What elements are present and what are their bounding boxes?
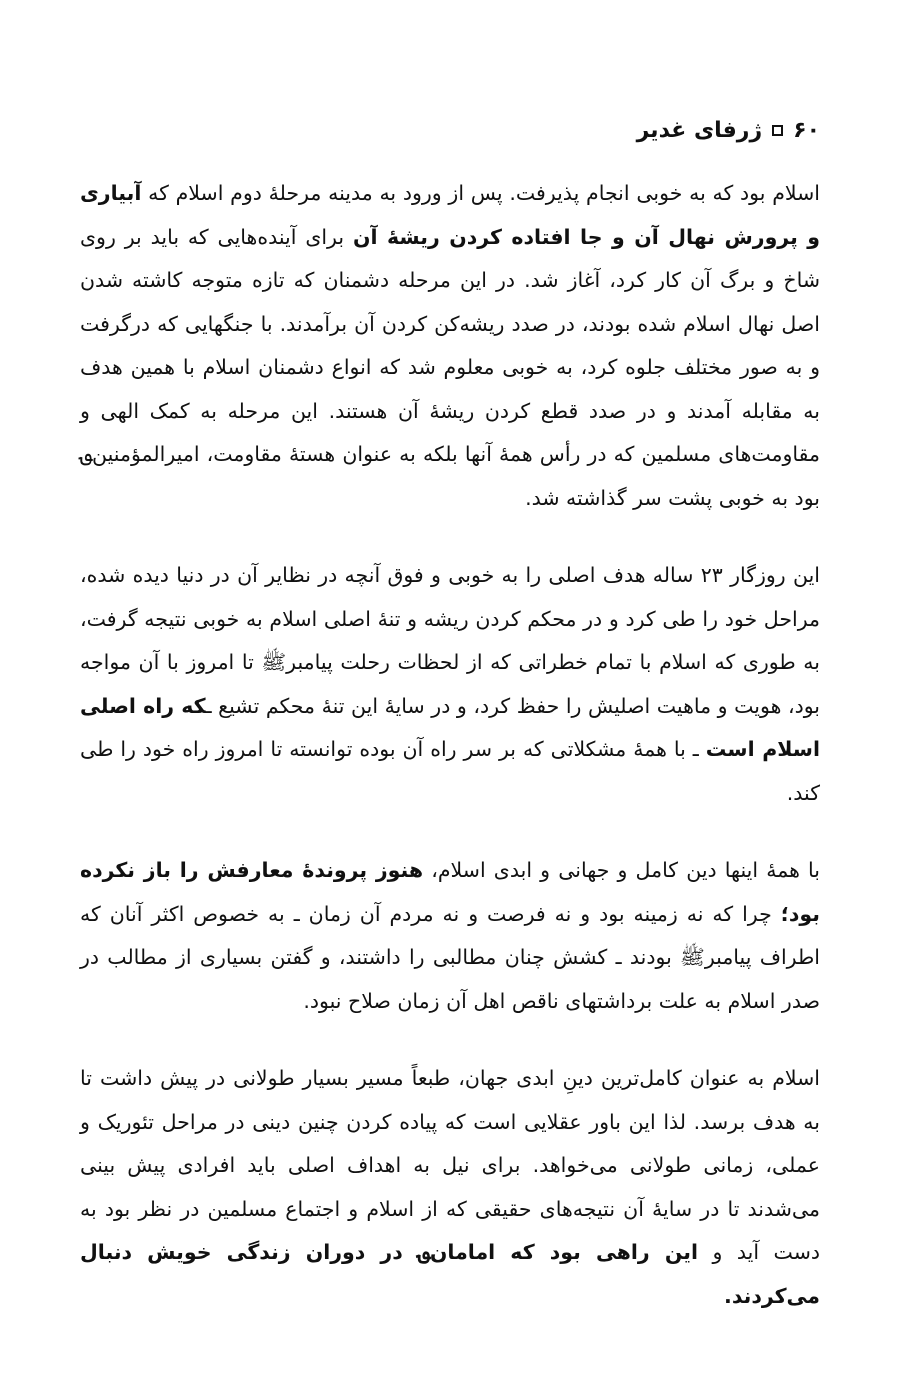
text-segment: این روزگار ۲۳ ساله هدف اصلی را به خوبی و فوق آنچه در نظایر آن در دنیا دیده شده، مراحل خود را طی کرد و در محکم کردن ریشه و تنهٔ اصلی اسلام به خوبی نتیجه گرفت، به طوری که اسلام با تمام خطراتی که از لحظات رحلت پیامبرﷺ تا امروز با آن مواجه بود، هویت و ماهیت اصلیش را حفظ کرد، و در سایهٔ این تنهٔ محکم تشیع ـ bbox=[80, 563, 820, 718]
text-segment: چرا که نه زمینه بود و نه فرصت و نه مردم آن زمان ـ به خصوص اکثر آنان که اطراف پیامبرﷺ بودند ـ کشش چنان مطالبی را داشتند، و گفتن بسیاری از مطالب در صدر اسلام به علت برداشتهای ناقص اهل آن زمان صلاح نبود. bbox=[80, 901, 820, 1013]
bold-text-segment: هنوز پروندهٔ معارفش را باز نکرده بود؛ bbox=[80, 858, 820, 926]
bold-text-segment: که راه اصلی اسلام است bbox=[80, 693, 820, 761]
book-page bbox=[80, 110, 820, 1352]
paragraph bbox=[80, 172, 820, 520]
running-header bbox=[80, 110, 820, 150]
page-number: ۶۰ bbox=[793, 117, 820, 143]
text-segment: اسلام به عنوان کامل‌ترین دینِ ابدی جهان، طبعاً مسیر بسیار طولانی در پیش داشت تا به هدف برسد. لذا این باور عقلایی است که پیاده کردن چنین دینی در مراحل تئوریک و عملی، زمانی طولانی می‌خواهد. برای نیل به اهداف اصلی باید افرادی پیش بینی می‌شدند تا در سایهٔ آن نتیجه‌های حقیقی که از اسلام و اجتماع مسلمین در نظر بود به دست آید و bbox=[80, 1066, 820, 1264]
book-title: ژرفای غدیر bbox=[636, 117, 763, 143]
text-segment: برای آینده‌هایی که باید بر روی شاخ و برگ آن کار کرد، آغاز شد. در این مرحله دشمنان که تازه متوجه کاشته شدن اصل نهال اسلام شده بودند، در صدد ریشه‌کن کردن آن برآمدند. با جنگهایی که درگرفت و به صور مختلف جلوه کرد، به خوبی معلوم شد که انواع دشمنان اسلام با همین هدف به مقابله آمدند و در صدد قطع کردن ریشهٔ آن هستند. این مرحله به کمک الهی و مقاومت‌های مسلمین که در رأس همهٔ آنها بلکه به عنوان هستهٔ مقاومت، امیرالمؤمنین؈ بود به خوبی پشت سر گذاشته شد. bbox=[80, 224, 820, 510]
text-segment: با همهٔ اینها دین کامل و جهانی و ابدی اسلام، bbox=[423, 858, 820, 882]
bold-text-segment: این راهی بود که امامان؈ در دوران زندگی خویش دنبال می‌کردند. bbox=[80, 1240, 820, 1308]
text-segment: اسلام بود که به خوبی انجام پذیرفت. پس از ورود به مدینه مرحلهٔ دوم اسلام که bbox=[141, 181, 820, 205]
text-segment: ـ با همهٔ مشکلاتی که بر سر راه آن بوده توانسته تا امروز راه خود را طی کند. bbox=[80, 737, 820, 805]
square-separator-icon bbox=[772, 125, 783, 136]
paragraph bbox=[80, 849, 820, 1023]
paragraph bbox=[80, 554, 820, 815]
body-text bbox=[80, 172, 820, 1318]
bold-text-segment: آبیاری و پرورش نهال آن و جا افتاده کردن ریشهٔ آن bbox=[80, 181, 820, 249]
paragraph bbox=[80, 1057, 820, 1318]
